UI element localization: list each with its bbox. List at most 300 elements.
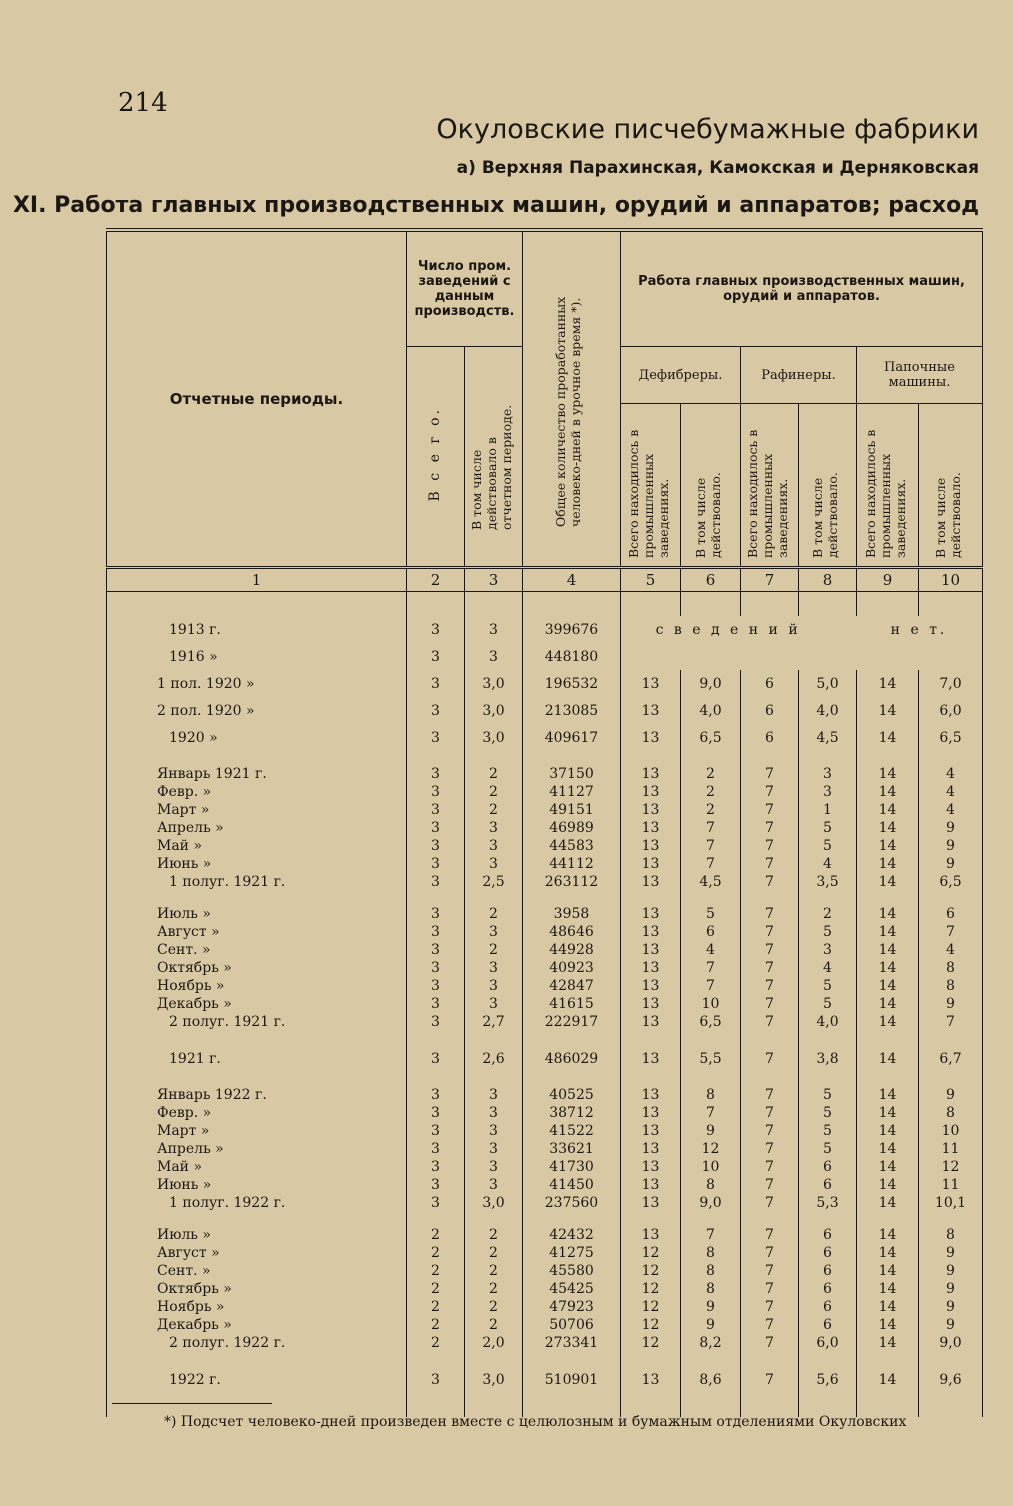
cell-value: 7 (741, 1334, 799, 1352)
cell-value: 9,0 (681, 670, 741, 697)
cell-value: 13 (621, 783, 681, 801)
cell-value: 49151 (523, 801, 621, 819)
cell-value: 263112 (523, 873, 621, 891)
cell-value: 3 (407, 616, 465, 643)
cell-value: 7 (741, 995, 799, 1013)
cell-value: 409617 (523, 724, 621, 751)
cell-value: 3 (465, 1158, 523, 1176)
cell-value: 2,6 (465, 1045, 523, 1072)
cell-value: 14 (857, 1140, 919, 1158)
cell-value: 12 (621, 1262, 681, 1280)
cell-value (523, 891, 621, 905)
table-row (107, 1176, 983, 1194)
cell-value (407, 1212, 465, 1226)
cell-value: 14 (857, 1122, 919, 1140)
cell-value: 5 (681, 905, 741, 923)
cell-value: 14 (857, 697, 919, 724)
cell-value: 8 (681, 1086, 741, 1104)
cell-value (523, 751, 621, 765)
cell-value: 2 (465, 1244, 523, 1262)
cell-value: 7 (741, 837, 799, 855)
table-row (107, 1334, 983, 1352)
cell-value: 7 (741, 1280, 799, 1298)
cell-value: 3 (407, 1176, 465, 1194)
cell-value: 5 (799, 923, 857, 941)
cell-value: 13 (621, 724, 681, 751)
header-mandays-text: Общее количество проработанных человеко-дней в урочное время *). (552, 296, 583, 527)
header-refiners-total-text: Всего находилось в промышленных заведениях. (744, 429, 790, 558)
cell-value: 9 (919, 1298, 983, 1316)
cell-value: 7 (681, 1226, 741, 1244)
col-number: 6 (681, 568, 741, 592)
no-data-cell (621, 616, 983, 643)
period-label: Октябрь » (107, 959, 407, 977)
cell-value (621, 1031, 681, 1045)
cell-value: 13 (621, 941, 681, 959)
period-label: Апрель » (107, 819, 407, 837)
cell-value (523, 1212, 621, 1226)
cell-value: 12 (681, 1140, 741, 1158)
header-defibrers: Дефибреры. (621, 347, 741, 404)
cell-value: 8 (919, 977, 983, 995)
cell-value: 5 (799, 977, 857, 995)
cell-value: 14 (857, 855, 919, 873)
cell-value (799, 1352, 857, 1366)
cell-value: 44583 (523, 837, 621, 855)
table-row (107, 977, 983, 995)
cell-value: 3 (465, 923, 523, 941)
cell-value: 7 (741, 1226, 799, 1244)
cell-value: 4 (681, 941, 741, 959)
spacer-row (107, 891, 983, 905)
cell-value (681, 1072, 741, 1086)
period-label: Май » (107, 1158, 407, 1176)
cell-value: 14 (857, 1334, 919, 1352)
cell-value: 6,5 (681, 724, 741, 751)
cell-value: 13 (621, 1158, 681, 1176)
cell-value: 14 (857, 724, 919, 751)
cell-value: 7 (741, 1140, 799, 1158)
cell-value: 7 (919, 1013, 983, 1031)
cell-value: 9,6 (919, 1366, 983, 1393)
cell-value: 3 (407, 905, 465, 923)
footnote-rule (112, 1403, 272, 1404)
cell-value: 4 (919, 765, 983, 783)
table-row (107, 783, 983, 801)
header-refiners: Рафинеры. (741, 347, 857, 404)
spacer-row (107, 751, 983, 765)
table-row (107, 873, 983, 891)
cell-value: 2 (681, 801, 741, 819)
cell-value (799, 1072, 857, 1086)
header-defibrers-active (681, 404, 741, 568)
cell-value: 2 (465, 1316, 523, 1334)
period-label: 1913 г. (107, 616, 407, 643)
cell-value: 2,0 (465, 1334, 523, 1352)
cell-value: 3 (407, 1140, 465, 1158)
table-row (107, 837, 983, 855)
cell-value: 4 (799, 959, 857, 977)
cell-value: 14 (857, 923, 919, 941)
cell-value (741, 1031, 799, 1045)
cell-value: 13 (621, 959, 681, 977)
cell-value (621, 1072, 681, 1086)
cell-value (465, 1352, 523, 1366)
cell-value: 3958 (523, 905, 621, 923)
period-label: 2 пол. 1920 » (107, 697, 407, 724)
cell-value: 7 (741, 1104, 799, 1122)
cell-value: 3 (407, 1158, 465, 1176)
table-row (107, 1122, 983, 1140)
col-number: 1 (107, 568, 407, 592)
cell-value: 9,0 (919, 1334, 983, 1352)
col-number: 4 (523, 568, 621, 592)
spacer-row (107, 1352, 983, 1366)
cell-value: 6 (799, 1158, 857, 1176)
cell-value: 3 (465, 1176, 523, 1194)
cell-value: 5 (799, 995, 857, 1013)
cell-value (799, 1212, 857, 1226)
col-number: 7 (741, 568, 799, 592)
page-number: 214 (118, 88, 168, 118)
cell-value: 7 (681, 855, 741, 873)
cell-value: 14 (857, 959, 919, 977)
cell-value: 2 (465, 1226, 523, 1244)
cell-value: 7 (741, 783, 799, 801)
cell-value: 6 (741, 670, 799, 697)
period-label: Ноябрь » (107, 1298, 407, 1316)
cell-value (681, 1031, 741, 1045)
cell-value: 41275 (523, 1244, 621, 1262)
cell-value: 14 (857, 1086, 919, 1104)
cell-value: 4 (799, 855, 857, 873)
cell-value: 3 (407, 783, 465, 801)
cell-value: 7 (741, 1366, 799, 1393)
cell-value: 38712 (523, 1104, 621, 1122)
cell-value: 48646 (523, 923, 621, 941)
period-label: Январь 1921 г. (107, 765, 407, 783)
cell-value (681, 1352, 741, 1366)
cell-value: 41522 (523, 1122, 621, 1140)
no-data-text: н е т. (890, 621, 948, 638)
cell-value: 9 (919, 855, 983, 873)
cell-value: 41730 (523, 1158, 621, 1176)
cell-value: 3 (407, 1013, 465, 1031)
cell-value: 3 (407, 697, 465, 724)
cell-value: 3 (407, 977, 465, 995)
cell-value: 3,0 (465, 1194, 523, 1212)
cell-value: 10,1 (919, 1194, 983, 1212)
page-title: Окуловские писчебумажные фабрики (436, 114, 979, 145)
cell-value: 13 (621, 801, 681, 819)
period-label: 1921 г. (107, 1045, 407, 1072)
cell-value: 510901 (523, 1366, 621, 1393)
cell-value: 12 (621, 1280, 681, 1298)
cell-value: 13 (621, 837, 681, 855)
cell-value: 4,0 (681, 697, 741, 724)
period-label: 1 полуг. 1921 г. (107, 873, 407, 891)
cell-value (919, 751, 983, 765)
cell-value: 14 (857, 783, 919, 801)
no-data-text: с в е д е н и й (655, 621, 801, 638)
cell-value: 14 (857, 1244, 919, 1262)
cell-value: 8 (681, 1262, 741, 1280)
header-refiners-total (741, 404, 799, 568)
cell-value: 4,5 (799, 724, 857, 751)
cell-value: 7 (741, 765, 799, 783)
cell-value: 5,3 (799, 1194, 857, 1212)
cell-value: 6,0 (799, 1334, 857, 1352)
cell-value: 14 (857, 765, 919, 783)
cell-value: 8 (919, 959, 983, 977)
header-board-total (857, 404, 919, 568)
spacer-row (107, 1072, 983, 1086)
cell-value: 213085 (523, 697, 621, 724)
table-row (107, 801, 983, 819)
cell-value (465, 891, 523, 905)
cell-value: 6 (799, 1298, 857, 1316)
cell-value: 3 (407, 837, 465, 855)
cell-value: 6,5 (919, 873, 983, 891)
cell-value: 7,0 (919, 670, 983, 697)
cell-value: 7 (741, 819, 799, 837)
cell-value: 40525 (523, 1086, 621, 1104)
table-body (107, 568, 983, 1418)
cell-value: 2 (407, 1280, 465, 1298)
period-label: 2 полуг. 1922 г. (107, 1334, 407, 1352)
cell-value: 14 (857, 941, 919, 959)
cell-value: 3 (465, 977, 523, 995)
cell-value (465, 751, 523, 765)
cell-value: 9 (919, 1262, 983, 1280)
period-label (107, 1212, 407, 1226)
table-row (107, 855, 983, 873)
cell-value: 7 (741, 1194, 799, 1212)
cell-value: 13 (621, 1013, 681, 1031)
header-periods: Отчетные периоды. (107, 230, 407, 568)
table-row (107, 1194, 983, 1212)
table-row (107, 1086, 983, 1104)
period-label: 1 полуг. 1922 г. (107, 1194, 407, 1212)
cell-value: 13 (621, 873, 681, 891)
cell-value (799, 751, 857, 765)
table-row (107, 1140, 983, 1158)
table-row (107, 923, 983, 941)
cell-value (465, 1072, 523, 1086)
cell-value (919, 1031, 983, 1045)
header-board-total-text: Всего находилось в промышленных заведениях. (862, 429, 908, 558)
period-label (107, 1072, 407, 1086)
cell-value: 4,5 (681, 873, 741, 891)
cell-value: 7 (741, 1262, 799, 1280)
header-total (407, 347, 465, 568)
cell-value: 3 (465, 616, 523, 643)
table-row (107, 1280, 983, 1298)
cell-value: 3 (465, 1086, 523, 1104)
cell-value (857, 1212, 919, 1226)
cell-value: 2 (407, 1334, 465, 1352)
cell-value (621, 751, 681, 765)
header-defibrers-active-text: В том числе действовало. (692, 472, 723, 558)
cell-value: 9 (919, 819, 983, 837)
cell-value: 6 (741, 724, 799, 751)
section-title: XI. Работа главных производственных машин, орудий и аппаратов; расход (12, 193, 979, 218)
cell-value: 486029 (523, 1045, 621, 1072)
cell-value: 14 (857, 670, 919, 697)
cell-value: 13 (621, 1194, 681, 1212)
cell-value: 14 (857, 995, 919, 1013)
cell-value: 222917 (523, 1013, 621, 1031)
cell-value: 2 (407, 1298, 465, 1316)
cell-value: 2 (407, 1316, 465, 1334)
no-data-cell (621, 643, 983, 670)
cell-value: 6 (799, 1262, 857, 1280)
cell-value: 5 (799, 1122, 857, 1140)
header-machines-group: Работа главных производственных машин, орудий и аппаратов. (621, 230, 983, 347)
cell-value: 13 (621, 765, 681, 783)
cell-value: 7 (741, 1176, 799, 1194)
cell-value: 41450 (523, 1176, 621, 1194)
cell-value: 6 (919, 905, 983, 923)
cell-value: 7 (741, 1013, 799, 1031)
period-label: Июнь » (107, 1176, 407, 1194)
cell-value: 9 (681, 1122, 741, 1140)
cell-value (681, 1212, 741, 1226)
cell-value: 46989 (523, 819, 621, 837)
statistics-table (106, 228, 983, 1417)
cell-value: 13 (621, 995, 681, 1013)
table-row (107, 765, 983, 783)
cell-value: 3,8 (799, 1045, 857, 1072)
cell-value: 13 (621, 697, 681, 724)
cell-value: 2 (465, 1280, 523, 1298)
cell-value: 7 (741, 1316, 799, 1334)
cell-value: 6,5 (681, 1013, 741, 1031)
cell-value (523, 1072, 621, 1086)
cell-value: 6,5 (919, 724, 983, 751)
cell-value: 6 (799, 1316, 857, 1334)
period-label: Июль » (107, 905, 407, 923)
cell-value (681, 751, 741, 765)
cell-value: 237560 (523, 1194, 621, 1212)
cell-value: 5,0 (799, 670, 857, 697)
period-label (107, 1352, 407, 1366)
period-label: Апрель » (107, 1140, 407, 1158)
cell-value: 5,5 (681, 1045, 741, 1072)
period-label: Февр. » (107, 783, 407, 801)
cell-value: 7 (741, 1045, 799, 1072)
cell-value: 3,0 (465, 1366, 523, 1393)
cell-value: 8,2 (681, 1334, 741, 1352)
cell-value: 7 (681, 1104, 741, 1122)
period-label: Март » (107, 801, 407, 819)
cell-value: 3 (465, 643, 523, 670)
table-row (107, 1298, 983, 1316)
cell-value: 3 (799, 783, 857, 801)
cell-value: 41127 (523, 783, 621, 801)
cell-value: 50706 (523, 1316, 621, 1334)
cell-value: 13 (621, 905, 681, 923)
header-board-machines: Папочные машины. (857, 347, 983, 404)
table-row (107, 819, 983, 837)
cell-value: 7 (741, 977, 799, 995)
cell-value (857, 751, 919, 765)
cell-value: 14 (857, 1158, 919, 1176)
table-row (107, 670, 983, 697)
cell-value (407, 1072, 465, 1086)
cell-value: 9 (919, 1280, 983, 1298)
cell-value (919, 1393, 983, 1417)
cell-value: 14 (857, 977, 919, 995)
cell-value: 5 (799, 1140, 857, 1158)
cell-value: 13 (621, 670, 681, 697)
cell-value: 5 (799, 837, 857, 855)
cell-value: 3 (407, 1366, 465, 1393)
cell-value: 2 (465, 1262, 523, 1280)
cell-value (919, 1212, 983, 1226)
cell-value: 13 (621, 1226, 681, 1244)
cell-value: 13 (621, 1045, 681, 1072)
cell-value: 448180 (523, 643, 621, 670)
header-refiners-active (799, 404, 857, 568)
cell-value: 9 (919, 1244, 983, 1262)
cell-value (741, 1212, 799, 1226)
period-label: Июль » (107, 1226, 407, 1244)
header-active-text: В том числе действовало в отчетном периоде. (468, 404, 514, 530)
cell-value: 273341 (523, 1334, 621, 1352)
cell-value: 8 (681, 1244, 741, 1262)
cell-value: 2 (465, 765, 523, 783)
cell-value: 42432 (523, 1226, 621, 1244)
cell-value: 8,6 (681, 1366, 741, 1393)
cell-value (857, 1352, 919, 1366)
cell-value: 12 (621, 1298, 681, 1316)
cell-value: 3 (407, 855, 465, 873)
col-number: 10 (919, 568, 983, 592)
cell-value (857, 1072, 919, 1086)
cell-value: 196532 (523, 670, 621, 697)
cell-value: 3,0 (465, 670, 523, 697)
cell-value: 8 (681, 1176, 741, 1194)
cell-value: 6 (741, 697, 799, 724)
page-subtitle: а) Верхняя Парахинская, Камокская и Дерняковская (456, 158, 979, 178)
cell-value: 3 (465, 1122, 523, 1140)
table-row (107, 643, 983, 670)
cell-value: 14 (857, 1366, 919, 1393)
cell-value: 3 (465, 959, 523, 977)
cell-value: 14 (857, 1194, 919, 1212)
cell-value: 3 (799, 765, 857, 783)
cell-value: 2 (681, 765, 741, 783)
cell-value: 7 (741, 855, 799, 873)
cell-value: 10 (681, 995, 741, 1013)
cell-value (799, 1031, 857, 1045)
cell-value: 2,5 (465, 873, 523, 891)
period-label: 1916 » (107, 643, 407, 670)
table-row (107, 941, 983, 959)
cell-value: 14 (857, 1316, 919, 1334)
cell-value: 3 (407, 819, 465, 837)
period-label: Август » (107, 1244, 407, 1262)
period-label: Март » (107, 1122, 407, 1140)
cell-value: 14 (857, 1280, 919, 1298)
cell-value: 37150 (523, 765, 621, 783)
cell-value: 10 (681, 1158, 741, 1176)
cell-value: 6 (799, 1280, 857, 1298)
cell-value (621, 891, 681, 905)
cell-value: 9 (919, 1086, 983, 1104)
cell-value: 7 (741, 801, 799, 819)
